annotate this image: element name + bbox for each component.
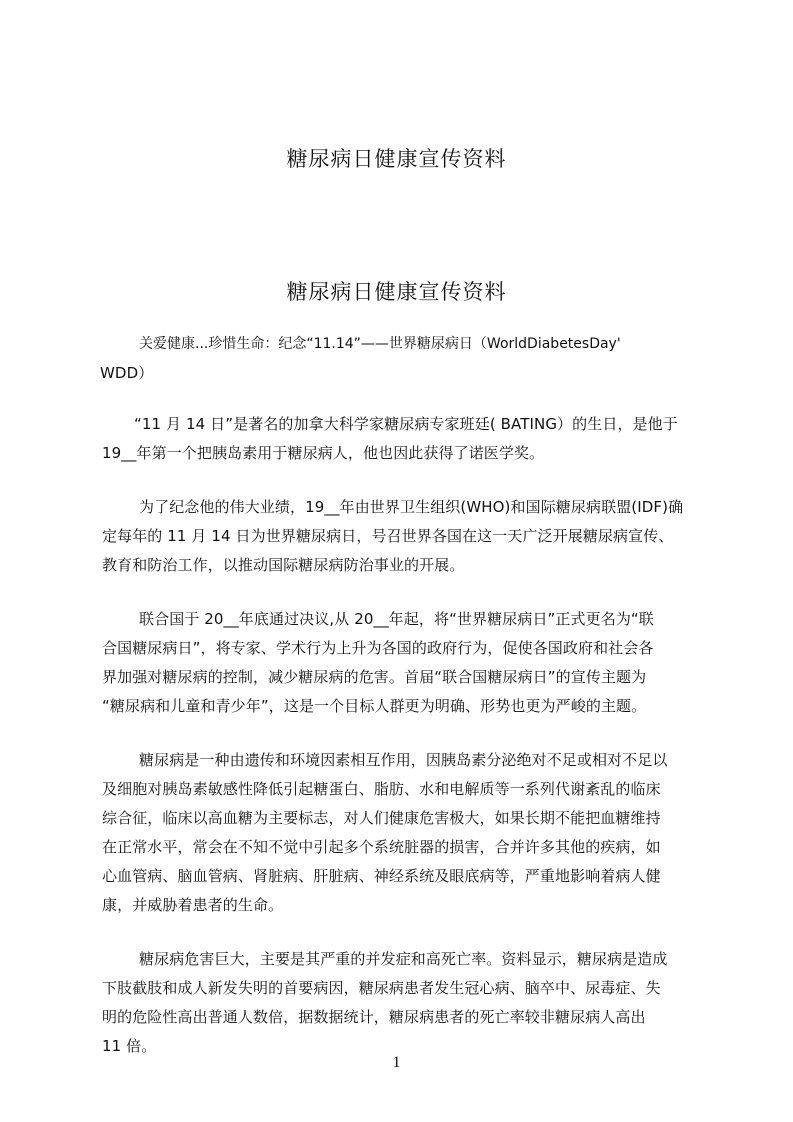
paragraph-line: 11 倍。 (102, 1037, 157, 1055)
paragraph-line: “糖尿病和儿童和青少年”，这是一个目标人群更为明确、形势也更为严峻的主题。 (102, 697, 647, 715)
paragraph-un-resolution (102, 605, 702, 721)
paragraph-line: 下肢截肢和成人新发失明的首要病因，糖尿病患者发生冠心病、脑卒中、尿毒症、失 (102, 979, 661, 997)
paragraph-line: 联合国于 20__年底通过决议,从 20__年起，将“世界糖尿病日”正式更名为“联 (139, 610, 654, 628)
paragraph-line: WDD） (100, 364, 154, 382)
paragraph-line: 康，并威胁着患者的生命。 (102, 896, 284, 914)
document-heading: 糖尿病日健康宣传资料 (286, 280, 507, 304)
paragraph-line: “11 月 14 日”是著名的加拿大科学家糖尿病专家班廷( BATING）的生日，是他于 (134, 415, 678, 433)
cover-title: 糖尿病日健康宣传资料 (286, 147, 507, 171)
paragraph-line: 界加强对糖尿病的控制，减少糖尿病的危害。首届“联合国糖尿病日”的宣传主题为 (102, 668, 647, 686)
paragraph-origin (102, 410, 702, 468)
paragraph-definition (102, 746, 702, 920)
paragraph-line: 明的危险性高出普通人数倍，据数据统计，糖尿病患者的死亡率较非糖尿病人高出 (102, 1008, 646, 1026)
paragraph-line: 综合征，临床以高血糖为主要标志，对人们健康危害极大，如果长期不能把血糖维持 (102, 809, 661, 827)
paragraph-line: 关爱健康...珍惜生命：纪念“11.14”——世界糖尿病日（WorldDiabetesDay' (139, 336, 621, 352)
paragraph-line: 及细胞对胰岛素敏感性降低引起糖蛋白、脂肪、水和电解质等一系列代谢紊乱的临床 (102, 780, 661, 798)
paragraph-line: 在正常水平，常会在不知不觉中引起多个系统脏器的损害，合并许多其他的疾病，如 (102, 838, 661, 856)
paragraph-line: 心血管病、脑血管病、肾脏病、肝脏病、神经系统及眼底病等，严重地影响着病人健 (102, 867, 661, 885)
document-body (102, 330, 702, 1086)
paragraph-line: 教育和防治工作，以推动国际糖尿病防治事业的开展。 (102, 556, 465, 574)
paragraph-line: 定每年的 11 月 14 日为世界糖尿病日，号召世界各国在这一天广泛开展糖尿病宣传、 (102, 527, 674, 545)
paragraph-slogan (102, 330, 702, 388)
paragraph-harm (102, 945, 702, 1061)
page-number: 1 (392, 1054, 401, 1071)
paragraph-establishment (102, 493, 702, 580)
paragraph-line: 为了纪念他的伟大业绩，19__年由世界卫生组织(WHO)和国际糖尿病联盟(IDF)确 (139, 498, 684, 516)
paragraph-line: 19__年第一个把胰岛素用于糖尿病人，他也因此获得了诺医学奖。 (102, 444, 545, 462)
paragraph-line: 糖尿病是一种由遗传和环境因素相互作用，因胰岛素分泌绝对不足或相对不足以 (139, 751, 668, 769)
paragraph-line: 合国糖尿病日”，将专家、学术行为上升为各国的政府行为，促使各国政府和社会各 (102, 639, 654, 657)
paragraph-line: 糖尿病危害巨大，主要是其严重的并发症和高死亡率。资料显示，糖尿病是造成 (139, 950, 668, 968)
